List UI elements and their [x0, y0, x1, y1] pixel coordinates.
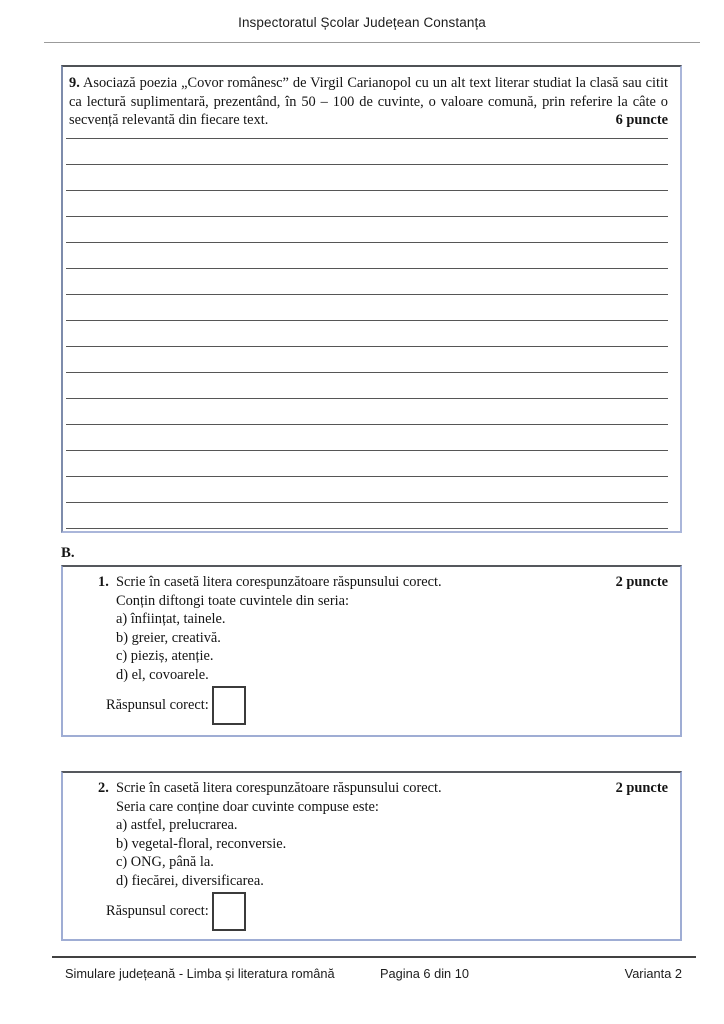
question2-prompt: Scrie în casetă litera corespunzătoare răspunsului corect.	[116, 780, 442, 796]
question1-points: 2 puncte	[615, 574, 668, 590]
question2-points: 2 puncte	[615, 780, 668, 796]
question2-stem: Seria care conține doar cuvinte compuse este:	[116, 798, 379, 815]
writing-line	[66, 268, 668, 294]
writing-line	[66, 346, 668, 372]
writing-line	[66, 320, 668, 346]
section-b-label: B.	[61, 545, 75, 561]
writing-line	[66, 450, 668, 476]
question1-option-a: a) înființat, tainele.	[116, 611, 226, 627]
question9-number: 9.	[69, 75, 80, 91]
question2-answer-box	[212, 892, 246, 931]
writing-line	[66, 138, 668, 164]
header-rule	[44, 42, 700, 43]
footer-variant: Varianta 2	[624, 966, 682, 981]
question2-prompt-row	[63, 779, 668, 798]
writing-line	[66, 424, 668, 450]
question9-box	[61, 65, 682, 533]
writing-line	[66, 502, 668, 528]
question1-answer-box	[212, 686, 246, 725]
header-title: Inspectoratul Școlar Județean Constanța	[238, 15, 486, 30]
question9-points: 6 puncte	[608, 111, 668, 130]
question1-option-c: c) pieziș, atenție.	[116, 648, 214, 664]
question1-box	[61, 565, 682, 737]
question2-box	[61, 771, 682, 941]
question2-answer-row	[63, 892, 668, 931]
footer-subject: Simulare județeană - Limba și literatura română	[65, 966, 335, 981]
footer-rule	[52, 956, 696, 958]
question2-option-d: d) fiecărei, diversificarea.	[116, 872, 264, 889]
writing-line	[66, 294, 668, 320]
writing-line	[66, 372, 668, 398]
question1-answer-row	[63, 686, 668, 725]
writing-line	[66, 164, 668, 190]
question1-stem: Conțin diftongi toate cuvintele din seria:	[116, 592, 349, 609]
question1-answer-label: Răspunsul corect:	[106, 697, 209, 714]
question1-option-b: b) greier, creativă.	[116, 629, 221, 646]
writing-line	[66, 190, 668, 216]
writing-lines	[66, 138, 668, 554]
question2-option-c: c) ONG, până la.	[116, 854, 214, 870]
writing-line	[66, 528, 668, 554]
writing-line	[66, 216, 668, 242]
question9-text: Asociază poezia „Covor românesc” de Virgil Carianopol cu un alt text literar studiat la clasă sau citit ca lectură suplimentară, prezentând, în 50 – 100 de cuvinte, o valoare comună, prin referire la câte o secvență relevantă din fiecare text.	[69, 75, 669, 128]
footer-page-number: Pagina 6 din 10	[380, 966, 469, 981]
question9-paragraph	[69, 74, 668, 130]
question1-prompt-row	[63, 573, 668, 592]
question2-option-b: b) vegetal-floral, reconversie.	[116, 835, 287, 852]
question2-number: 2.	[98, 780, 109, 796]
writing-line	[66, 398, 668, 424]
question1-number: 1.	[98, 574, 109, 590]
writing-line	[66, 476, 668, 502]
question1-option-d: d) el, covoarele.	[116, 666, 209, 683]
writing-line	[66, 242, 668, 268]
question2-option-a: a) astfel, prelucrarea.	[116, 817, 238, 833]
question1-prompt: Scrie în casetă litera corespunzătoare răspunsului corect.	[116, 574, 442, 590]
question2-answer-label: Răspunsul corect:	[106, 903, 209, 920]
